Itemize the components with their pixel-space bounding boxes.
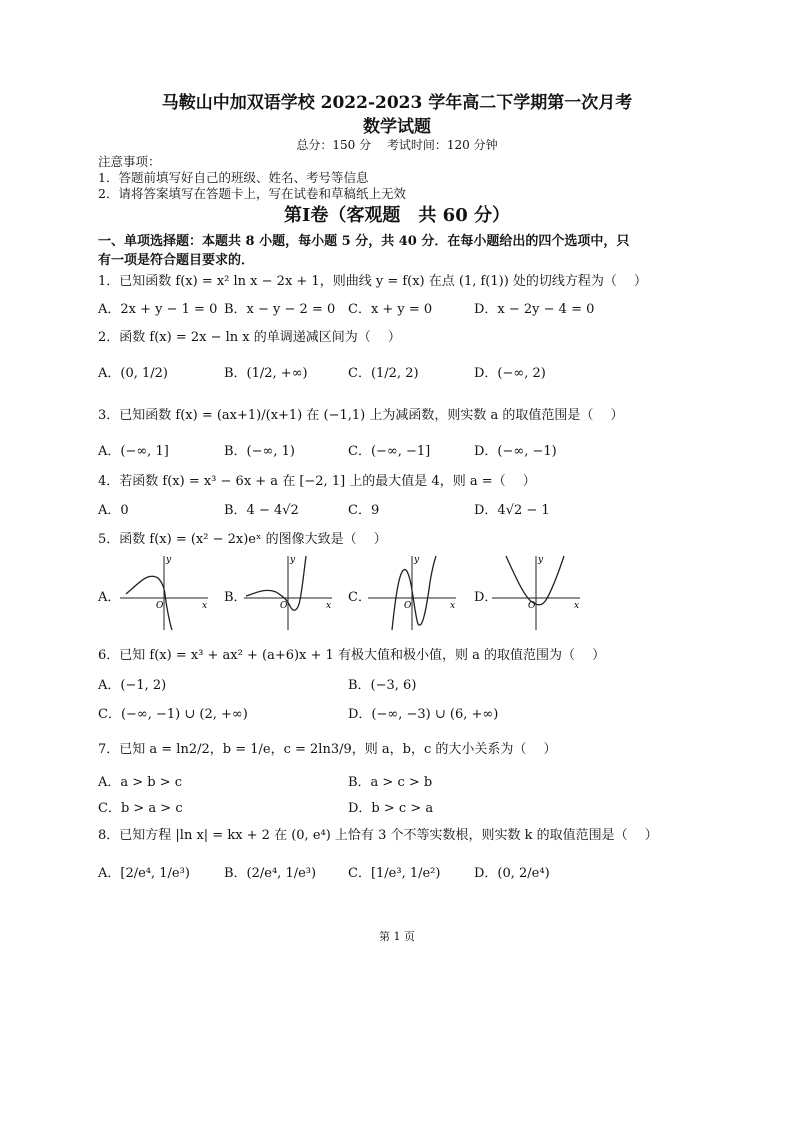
question-8-option-b: B．(2/e⁴, 1/e³) — [224, 866, 317, 881]
question-6-stem: 6．已知 f(x) = x³ + ax² + (a+6)x + 1 有极大值和极小值，则 a 的取值范围为（ ） — [98, 648, 606, 663]
graph-option-a — [118, 552, 210, 632]
question-6-option-c: C．(−∞, −1) ∪ (2, +∞) — [98, 707, 248, 722]
question-7-option-a: A．a > b > c — [98, 775, 183, 790]
question-5-option-a: A． — [98, 590, 121, 605]
graph-a-y-label: y — [166, 555, 172, 565]
question-4-option-b: B．4 − 4√2 — [224, 503, 299, 518]
question-6-option-b: B．(−3, 6) — [348, 678, 417, 693]
question-2-option-a: A．(0, 1/2) — [98, 366, 168, 381]
question-8-option-d: D．(0, 2/e⁴) — [474, 866, 550, 881]
exam-meta: 总分：150 分 考试时间：120 分钟 — [296, 138, 498, 152]
question-4-stem: 4．若函数 f(x) = x³ − 6x + a 在 [−2, 1] 上的最大值是 4，则 a =（ ） — [98, 474, 536, 489]
question-7-stem: 7．已知 a = ln2/2，b = 1/e，c = 2ln3/9，则 a，b，c 的大小关系为（ ） — [98, 742, 557, 757]
question-5-option-c: C． — [348, 590, 371, 605]
question-5-option-d: D． — [474, 590, 498, 605]
note-item: 2．请将答案填写在答题卡上，写在试卷和草稿纸上无效 — [98, 186, 406, 201]
question-4-option-c: C．9 — [348, 503, 380, 518]
question-8-option-c: C．[1/e³, 1/e²) — [348, 866, 441, 881]
question-3-option-c: C．(−∞, −1] — [348, 444, 431, 459]
graph-option-b — [242, 552, 334, 632]
graph-option-d — [490, 552, 582, 632]
question-6-option-a: A．(−1, 2) — [98, 678, 167, 693]
question-3-option-a: A．(−∞, 1] — [98, 444, 169, 459]
graph-c-y-label: y — [414, 555, 420, 565]
exam-title: 马鞍山中加双语学校 2022-2023 学年高二下学期第一次月考 — [161, 93, 633, 113]
graph-b-y-label: y — [290, 555, 296, 565]
question-4-option-d: D．4√2 − 1 — [474, 503, 550, 518]
graph-c-x-label: x — [450, 601, 456, 611]
section-heading-cont: 有一项是符合题目要求的． — [98, 253, 255, 268]
question-1-option-c: C．x + y = 0 — [348, 302, 433, 317]
question-2-option-c: C．(1/2, 2) — [348, 366, 419, 381]
note-item: 1．答题前填写好自己的班级、姓名、考号等信息 — [98, 170, 369, 185]
question-8-stem: 8．已知方程 |ln x| = kx + 2 在 (0, e⁴) 上恰有 3 个不等实数根，则实数 k 的取值范围是（ ） — [98, 828, 658, 843]
question-3-stem: 3．已知函数 f(x) = (ax+1)/(x+1) 在 (−1,1) 上为减函数，则实数 a 的取值范围是（ ） — [98, 408, 624, 423]
graph-b-x-label: x — [326, 601, 332, 611]
question-2-option-b: B．(1/2, +∞) — [224, 366, 308, 381]
graph-d-x-label: x — [574, 601, 580, 611]
graph-d-y-label: y — [538, 555, 544, 565]
question-7-option-b: B．a > c > b — [348, 775, 433, 790]
graph-c-origin-label: O — [404, 601, 412, 611]
section-heading: 一、单项选择题：本题共 8 小题，每小题 5 分，共 40 分．在每小题给出的四个选项中，只 — [98, 234, 630, 249]
graph-a-origin-label: O — [156, 601, 164, 611]
question-5-option-b: B． — [224, 590, 247, 605]
question-7-option-d: D．b > c > a — [348, 801, 434, 816]
graph-option-c — [366, 552, 458, 632]
graph-d-origin-label: O — [528, 601, 536, 611]
question-7-option-c: C．b > a > c — [98, 801, 183, 816]
exam-subtitle: 数学试题 — [363, 117, 431, 137]
volume-title: 第I卷（客观题 共 60 分） — [283, 205, 510, 226]
question-2-stem: 2．函数 f(x) = 2x − ln x 的单调递减区间为（ ） — [98, 330, 401, 345]
graph-a-x-label: x — [202, 601, 208, 611]
question-1-option-a: A．2x + y − 1 = 0 — [98, 302, 218, 317]
question-4-option-a: A．0 — [98, 503, 129, 518]
question-1-option-d: D．x − 2y − 4 = 0 — [474, 302, 595, 317]
graph-b-origin-label: O — [280, 601, 288, 611]
question-1-stem: 1．已知函数 f(x) = x² ln x − 2x + 1，则曲线 y = f(x) 在点 (1, f(1)) 处的切线方程为（ ） — [98, 274, 648, 289]
question-1-option-b: B．x − y − 2 = 0 — [224, 302, 336, 317]
question-3-option-b: B．(−∞, 1) — [224, 444, 295, 459]
notes-heading: 注意事项： — [98, 154, 161, 169]
question-8-option-a: A．[2/e⁴, 1/e³) — [98, 866, 190, 881]
question-2-option-d: D．(−∞, 2) — [474, 366, 546, 381]
question-5-stem: 5．函数 f(x) = (x² − 2x)eˣ 的图像大致是（ ） — [98, 532, 387, 547]
page-footer: 第 1 页 — [379, 930, 415, 943]
question-6-option-d: D．(−∞, −3) ∪ (6, +∞) — [348, 707, 499, 722]
question-3-option-d: D．(−∞, −1) — [474, 444, 557, 459]
